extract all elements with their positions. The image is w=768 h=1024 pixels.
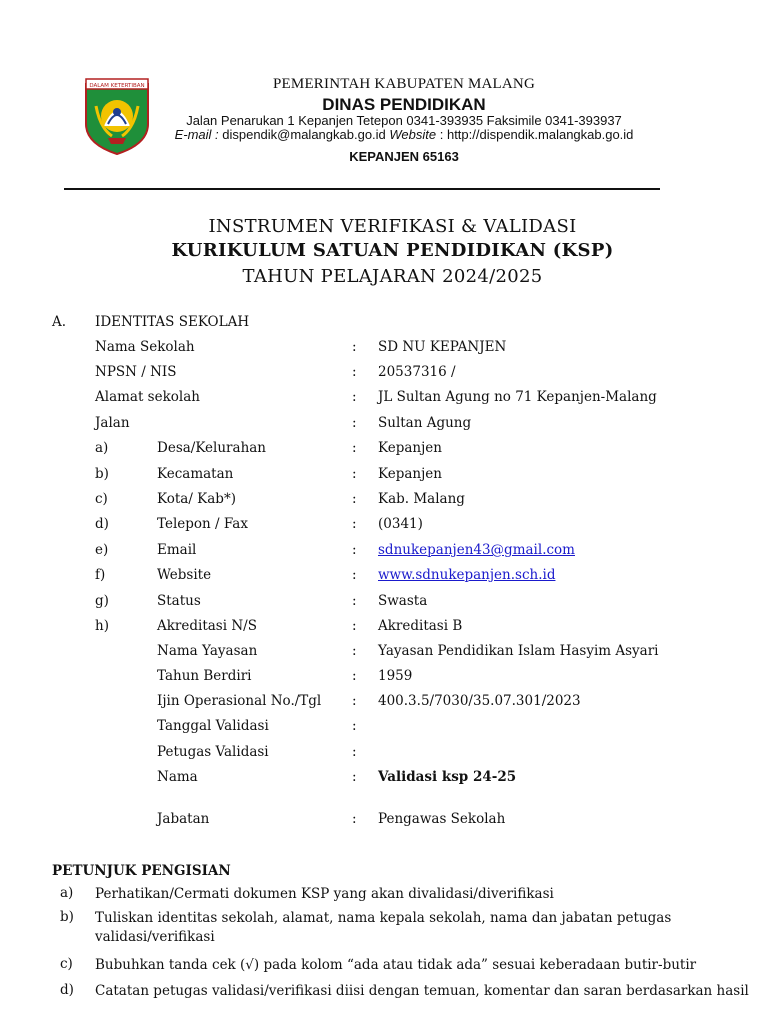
field-colon: :	[352, 643, 357, 659]
field-colon: :	[352, 516, 357, 532]
status-value: Swasta	[378, 593, 428, 609]
field-colon: :	[352, 491, 357, 507]
field-label: NPSN / NIS	[95, 364, 177, 380]
instruction-text: Perhatikan/Cermati dokumen KSP yang akan divalidasi/diverifikasi	[95, 886, 554, 902]
school-name-value: SD NU KEPANJEN	[378, 339, 507, 355]
npsn-value: 20537316 /	[378, 364, 456, 380]
field-letter: f)	[95, 567, 106, 583]
field-colon: :	[352, 339, 357, 355]
field-colon: :	[352, 718, 357, 734]
field-colon: :	[352, 618, 357, 634]
field-label: Tanggal Validasi	[157, 718, 269, 734]
district-value: Kepanjen	[378, 466, 442, 482]
field-letter: e)	[95, 542, 109, 558]
street-value: Sultan Agung	[378, 415, 472, 431]
instructions-heading: PETUNJUK PENGISIAN	[52, 863, 231, 879]
field-label: Website	[157, 567, 212, 583]
field-label: Nama Yayasan	[157, 643, 258, 659]
section-a-marker: A.	[52, 314, 67, 330]
document-title-line2: KURIKULUM SATUAN PENDIDIKAN (KSP)	[171, 240, 614, 261]
office-contact	[0, 127, 768, 142]
document-title-line3: TAHUN PELAJARAN 2024/2025	[242, 266, 543, 287]
validator-name-value: Validasi ksp 24-25	[378, 769, 517, 785]
field-label: Desa/Kelurahan	[157, 440, 267, 456]
field-letter: g)	[95, 593, 109, 609]
field-colon: :	[352, 668, 357, 684]
address-value: JL Sultan Agung no 71 Kepanjen-Malang	[378, 389, 657, 405]
field-label: Nama Sekolah	[95, 339, 195, 355]
field-label: Akreditasi N/S	[157, 618, 257, 634]
field-colon: :	[352, 693, 357, 709]
field-label: Kota/ Kab*)	[157, 491, 236, 507]
document-title-line1: INSTRUMEN VERIFIKASI & VALIDASI	[208, 216, 577, 237]
permit-value: 400.3.5/7030/35.07.301/2023	[378, 693, 581, 709]
field-label: Ijin Operasional No./Tgl	[157, 693, 322, 709]
phone-value: (0341)	[378, 516, 423, 532]
field-label: Nama	[157, 769, 198, 785]
field-letter: h)	[95, 618, 109, 634]
instruction-letter: a)	[60, 885, 74, 901]
field-label: Telepon / Fax	[157, 516, 248, 532]
field-label: Jalan	[95, 415, 130, 431]
accreditation-value: Akreditasi B	[378, 618, 463, 634]
field-colon: :	[352, 542, 357, 558]
department-name: DINAS PENDIDIKAN	[322, 95, 486, 114]
email-link[interactable]: sdnukepanjen43@gmail.com	[378, 542, 575, 558]
field-colon: :	[352, 567, 357, 583]
field-colon: :	[352, 811, 357, 827]
field-label: Alamat sekolah	[95, 389, 200, 405]
field-label: Status	[157, 593, 201, 609]
field-colon: :	[352, 593, 357, 609]
instruction-letter: c)	[60, 956, 73, 972]
website-label: Website	[389, 127, 437, 142]
city-value: Kab. Malang	[378, 491, 465, 507]
instruction-text: Bubuhkan tanda cek (√) pada kolom “ada atau tidak ada” sesuai keberadaan butir-butir	[95, 957, 697, 973]
field-label: Jabatan	[157, 811, 210, 827]
logo-motto: DALAM KETERTIBAN	[89, 83, 145, 89]
field-letter: a)	[95, 440, 109, 456]
founded-year-value: 1959	[378, 668, 413, 684]
field-colon: :	[352, 769, 357, 785]
field-label: Petugas Validasi	[157, 744, 269, 760]
office-email: dispendik@malangkab.go.id	[218, 127, 390, 142]
field-colon: :	[352, 744, 357, 760]
instruction-text: Catatan petugas validasi/verifikasi diisi dengan temuan, komentar dan saran berdasarkan hasil	[95, 983, 749, 999]
instruction-text: Tuliskan identitas sekolah, alamat, nama kepala sekolah, nama dan jabatan petugas	[95, 910, 672, 926]
office-website: : http://dispendik.malangkab.go.id	[436, 127, 634, 142]
website-link[interactable]: www.sdnukepanjen.sch.id	[378, 567, 556, 583]
office-address: Jalan Penarukan 1 Kepanjen Tetepon 0341-393935 Faksimile 0341-393937	[186, 113, 622, 128]
email-label: E-mail :	[174, 127, 219, 142]
field-label: Kecamatan	[157, 466, 234, 482]
field-letter: d)	[95, 516, 109, 532]
field-colon: :	[352, 389, 357, 405]
instruction-text-continued: validasi/verifikasi	[95, 929, 215, 945]
village-value: Kepanjen	[378, 440, 442, 456]
field-label: Email	[157, 542, 197, 558]
field-colon: :	[352, 364, 357, 380]
field-letter: c)	[95, 491, 108, 507]
office-city: KEPANJEN 65163	[349, 149, 459, 164]
field-colon: :	[352, 415, 357, 431]
instruction-letter: b)	[60, 909, 74, 925]
field-letter: b)	[95, 466, 109, 482]
field-colon: :	[352, 466, 357, 482]
government-name: PEMERINTAH KABUPATEN MALANG	[273, 76, 535, 92]
instruction-letter: d)	[60, 982, 74, 998]
foundation-value: Yayasan Pendidikan Islam Hasyim Asyari	[378, 643, 659, 659]
header-divider	[64, 188, 660, 190]
field-label: Tahun Berdiri	[157, 668, 252, 684]
section-a-heading: IDENTITAS SEKOLAH	[95, 314, 250, 330]
position-value: Pengawas Sekolah	[378, 811, 506, 827]
field-colon: :	[352, 440, 357, 456]
